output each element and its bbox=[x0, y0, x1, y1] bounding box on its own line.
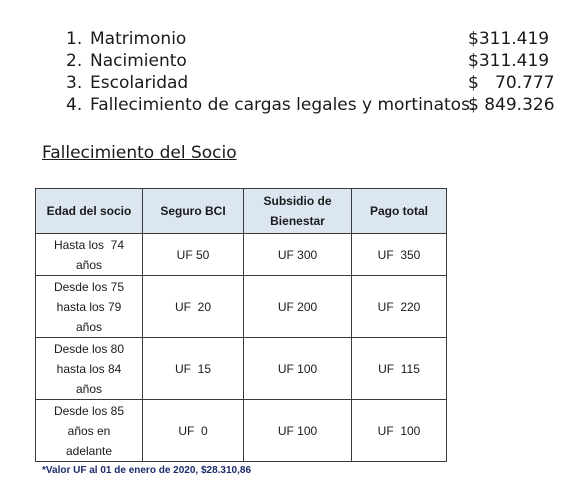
benefit-number: 2. bbox=[66, 51, 83, 71]
benefit-item bbox=[66, 72, 566, 94]
benefit-amount: $ 849.326 bbox=[468, 95, 555, 115]
benefits-table bbox=[35, 188, 447, 462]
benefit-label: Fallecimiento de cargas legales y mortinatos. bbox=[90, 95, 476, 115]
table-cell-total: UF 220 bbox=[352, 276, 447, 338]
table-row bbox=[36, 234, 447, 276]
table-cell-age: Desde los 85 años en adelante bbox=[36, 400, 143, 462]
benefit-number: 3. bbox=[66, 73, 83, 93]
table-cell-age: Hasta los 74 años bbox=[36, 234, 143, 276]
benefit-label: Matrimonio bbox=[90, 29, 187, 49]
column-header-total: Pago total bbox=[352, 189, 447, 234]
section-title: Fallecimiento del Socio bbox=[42, 143, 237, 163]
column-header-subsidy-text: Subsidio de Bienestar bbox=[263, 194, 332, 228]
benefit-number: 1. bbox=[66, 29, 83, 49]
table-cell-subsidy: UF 300 bbox=[244, 234, 352, 276]
table-cell-insurance: UF 20 bbox=[143, 276, 244, 338]
benefit-amount: $311.419 bbox=[468, 29, 550, 49]
column-header-age: Edad del socio bbox=[36, 189, 143, 234]
benefit-label: Nacimiento bbox=[90, 51, 187, 71]
table-cell-total: UF 350 bbox=[352, 234, 447, 276]
table-row bbox=[36, 400, 447, 462]
column-header-insurance: Seguro BCI bbox=[143, 189, 244, 234]
column-header-subsidy bbox=[244, 189, 352, 234]
table-cell-total: UF 100 bbox=[352, 400, 447, 462]
benefits-list bbox=[66, 28, 566, 116]
footnote: *Valor UF al 01 de enero de 2020, $28.310,86 bbox=[42, 465, 252, 476]
table-cell-insurance: UF 50 bbox=[143, 234, 244, 276]
table-cell-age: Desde los 80 hasta los 84 años bbox=[36, 338, 143, 400]
table-row bbox=[36, 338, 447, 400]
benefit-item bbox=[66, 50, 566, 72]
table-cell-subsidy: UF 100 bbox=[244, 338, 352, 400]
table-cell-subsidy: UF 100 bbox=[244, 400, 352, 462]
benefit-number: 4. bbox=[66, 95, 83, 115]
benefit-label: Escolaridad bbox=[90, 73, 189, 93]
table-header-row bbox=[36, 189, 447, 234]
benefit-item bbox=[66, 94, 566, 116]
benefit-item bbox=[66, 28, 566, 50]
table-cell-insurance: UF 0 bbox=[143, 400, 244, 462]
table-cell-subsidy: UF 200 bbox=[244, 276, 352, 338]
benefit-amount: $311.419 bbox=[468, 51, 550, 71]
table-cell-insurance: UF 15 bbox=[143, 338, 244, 400]
table-row bbox=[36, 276, 447, 338]
table-cell-total: UF 115 bbox=[352, 338, 447, 400]
table-cell-age: Desde los 75 hasta los 79 años bbox=[36, 276, 143, 338]
benefit-amount: $ 70.777 bbox=[468, 73, 555, 93]
